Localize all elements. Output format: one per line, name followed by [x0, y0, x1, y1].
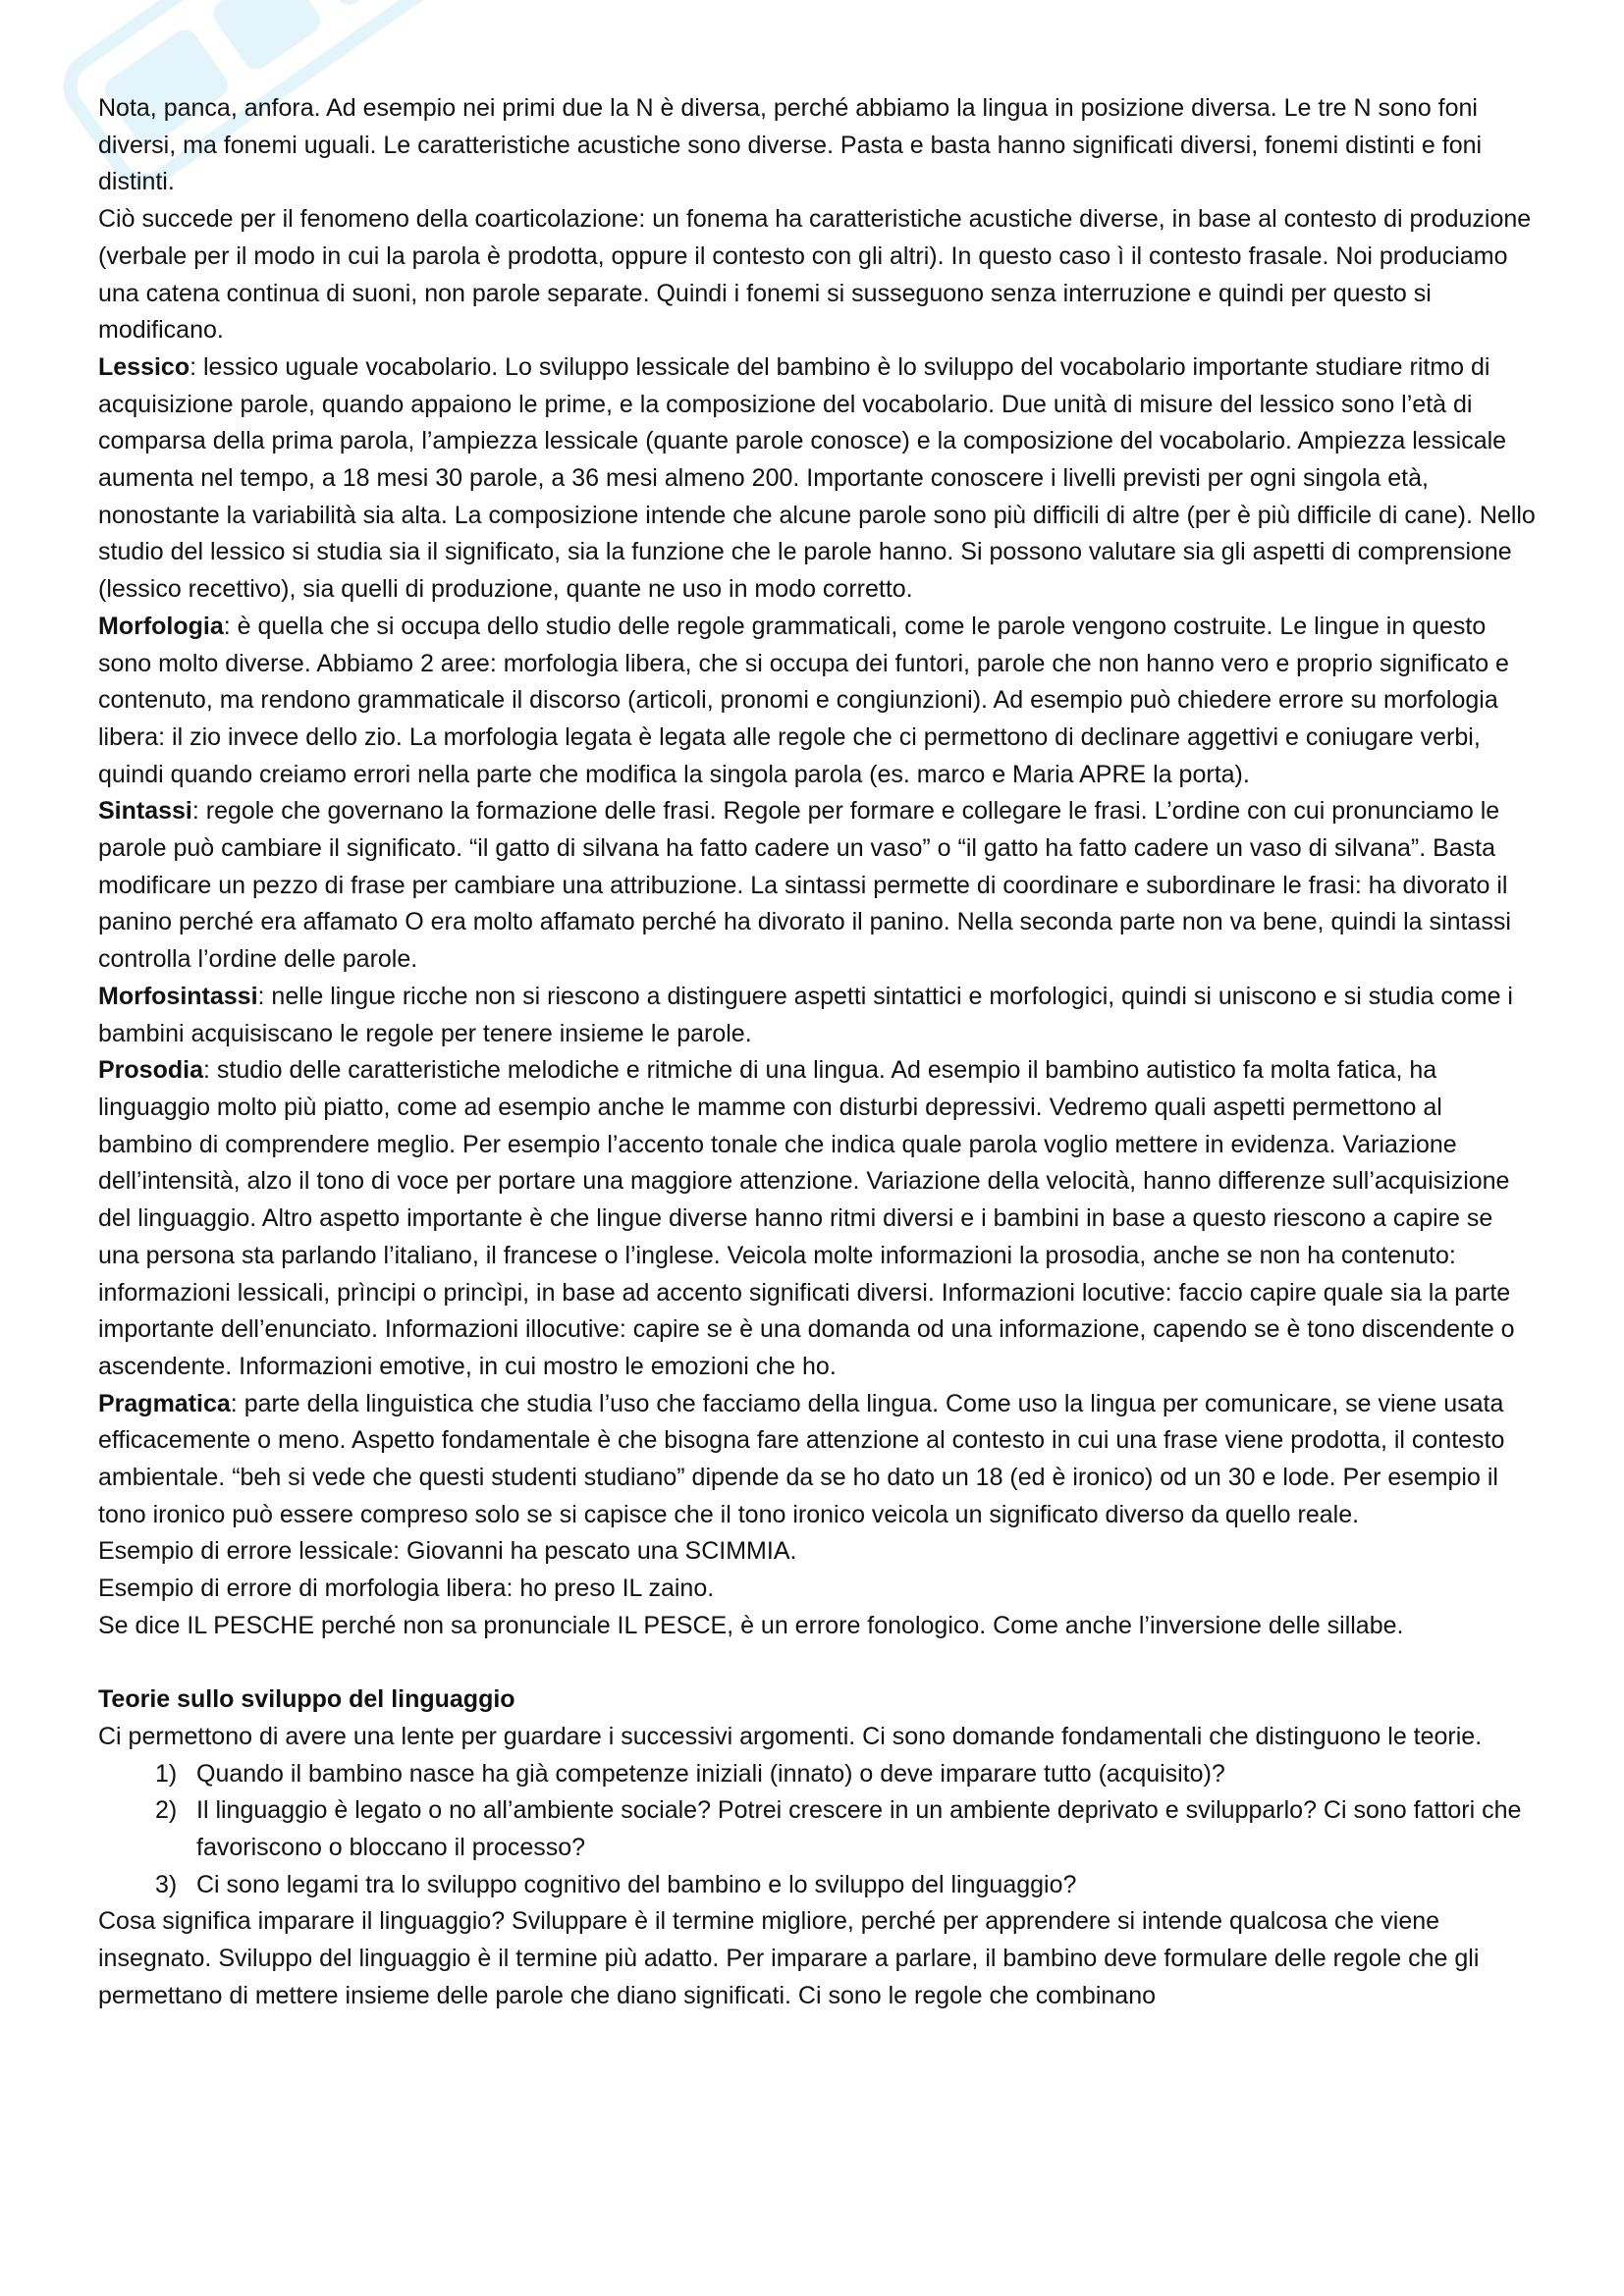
list-item-number: 3)	[155, 1870, 178, 1898]
paragraph-text: Se dice IL PESCHE perché non sa pronunciale IL PESCE, è un errore fonologico. Come anche l’inversione delle sillabe.	[98, 1611, 1404, 1639]
term-lessico: Lessico	[98, 352, 190, 381]
paragraph-text: : regole che governano la formazione delle frasi. Regole per formare e collegare le frasi. L’ordine con cui pronunciamo le parole può cambiare il significato. “il gatto di silvana ha fatto cadere un vaso” o “il gatto ha fatto cadere un vaso di silvana”. Basta modificare un pezzo di frase per cambiare una attribuzione. La sintassi permette di coordinare e subordinare le frasi: ha divorato il panino perché era affamato O era molto affamato perché ha divorato il panino. Nella seconda parte non va bene, quindi la sintassi controlla l’ordine delle parole.	[98, 797, 1511, 974]
paragraph-text: : nelle lingue ricche non si riescono a distinguere aspetti sintattici e morfologici, quindi si uniscono e si studia come i bambini acquisiscano le regole per tenere insieme le parole.	[98, 982, 1513, 1047]
list-item-text: Quando il bambino nasce ha già competenze iniziali (innato) o deve imparare tutto (acquisito)?	[196, 1759, 1225, 1788]
paragraph-example-fonologico	[98, 1608, 1540, 1645]
term-prosodia: Prosodia	[98, 1056, 203, 1085]
paragraph-text: : lessico uguale vocabolario. Lo sviluppo lessicale del bambino è lo sviluppo del vocabolario importante studiare ritmo di acquisizione parole, quando appaiono le prime, e la composizione del vocabolario. Due unità di misure del lessico sono l’età di comparsa della prima parola, l’ampiezza lessicale (quante parole conosce) e la composizione del vocabolario. Ampiezza lessicale aumenta nel tempo, a 18 mesi 30 parole, a 36 mesi almeno 200. Importante conoscere i livelli previsti per ogni singola età, nonostante la variabilità sia alta. La composizione intende che alcune parole sono più difficili di altre (per è più difficile di cane). Nello studio del lessico si studia sia il significato, sia la funzione che le parole hanno. Si possono valutare sia gli aspetti di comprensione (lessico recettivo), sia quelli di produzione, quante ne uso in modo corretto.	[98, 352, 1536, 604]
document-page	[98, 90, 1540, 2015]
paragraph-lessico	[98, 349, 1540, 609]
list-item-text: Ci sono legami tra lo sviluppo cognitivo del bambino e lo sviluppo del linguaggio?	[196, 1870, 1077, 1898]
section-heading: Teorie sullo sviluppo del linguaggio	[98, 1685, 515, 1714]
paragraph-morfosintassi	[98, 979, 1540, 1052]
list-item-text: Il linguaggio è legato o no all’ambiente sociale? Potrei crescere in un ambiente deprivato e svilupparlo? Ci sono fattori che favoriscono o bloccano il processo?	[196, 1796, 1522, 1862]
paragraph-morfologia	[98, 609, 1540, 794]
list-item-number: 2)	[155, 1796, 178, 1825]
list-item	[98, 1756, 1540, 1793]
paragraph-text: Esempio di errore lessicale: Giovanni ha pescato una SCIMMIA.	[98, 1537, 797, 1566]
paragraph-example-morfologia	[98, 1571, 1540, 1608]
paragraph-coarticolazione	[98, 201, 1540, 349]
paragraph-text: Ciò succede per il fenomeno della coarticolazione: un fonema ha caratteristiche acustiche diverse, in base al contesto di produzione (verbale per il modo in cui la parola è prodotta, oppure il contesto con gli altri). In questo caso ì il contesto frasale. Noi produciamo una catena continua di suoni, non parole separate. Quindi i fonemi si susseguono senza interruzione e quindi per questo si modificano.	[98, 205, 1532, 345]
paragraph-example-lessicale	[98, 1533, 1540, 1571]
section-spacer	[98, 1645, 1540, 1682]
paragraph-pragmatica	[98, 1386, 1540, 1534]
paragraph-text: : è quella che si occupa dello studio delle regole grammaticali, come le parole vengono costruite. Le lingue in questo sono molto diverse. Abbiamo 2 aree: morfologia libera, che si occupa dei funtori, parole che non hanno vero e proprio significato e contenuto, ma rendono grammaticale il discorso (articoli, pronomi e congiunzioni). Ad esempio può chiedere errore su morfologia libera: il zio invece dello zio. La morfologia legata è legata alle regole che ci permettono di declinare aggettivi e coniugare verbi, quindi quando creiamo errori nella parte che modifica la singola parola (es. marco e Maria APRE la porta).	[98, 612, 1509, 788]
list-item	[98, 1792, 1540, 1866]
list-item	[98, 1867, 1540, 1904]
section-closing: Cosa significa imparare il linguaggio? Sviluppare è il termine migliore, perché per apprendere si intende qualcosa che viene insegnato. Sviluppo del linguaggio è il termine più adatto. Per imparare a parlare, il bambino deve formulare delle regole che gli permettano di mettere insieme delle parole che diano significati. Ci sono le regole che combinano	[98, 1907, 1480, 2009]
list-item-number: 1)	[155, 1759, 178, 1788]
term-sintassi: Sintassi	[98, 797, 192, 826]
paragraph-sintassi	[98, 793, 1540, 979]
paragraph-text: : parte della linguistica che studia l’uso che facciamo della lingua. Come uso la lingua per comunicare, se viene usata efficacemente o meno. Aspetto fondamentale è che bisogna fare attenzione al contesto in cui una frase viene prodotta, il contesto ambientale. “beh si vede che questi studenti studiano” dipende da se ho dato un 18 (ed è ironico) od un 30 e lode. Per esempio il tono ironico può essere compreso solo se si capisce che il tono ironico veicola un significato diverso da quello reale.	[98, 1389, 1505, 1528]
questions-list	[98, 1756, 1540, 1904]
paragraph-text: : studio delle caratteristiche melodiche e ritmiche di una lingua. Ad esempio il bambino autistico fa molta fatica, ha linguaggio molto più piatto, come ad esempio anche le mamme con disturbi depressivi. Vedremo quali aspetti permettono al bambino di comprendere meglio. Per esempio l’accento tonale che indica quale parola voglio mettere in evidenza. Variazione dell’intensità, alzo il tono di voce per portare una maggiore attenzione. Variazione della velocità, hanno differenze sull’acquisizione del linguaggio. Altro aspetto importante è che lingue diverse hanno ritmi diversi e i bambini in base a questo riescono a capire se una persona sta parlando l’italiano, il francese o l’inglese. Veicola molte informazioni la prosodia, anche se non ha contenuto: informazioni lessicali, prìncipi o princìpi, in base ad accento significati diversi. Informazioni locutive: faccio capire quale sia la parte importante dell’enunciato. Informazioni illocutive: capire se è una domanda od una informazione, capendo se è tono discendente o ascendente. Informazioni emotive, in cui mostro le emozioni che ho.	[98, 1056, 1515, 1380]
paragraph-intro-1	[98, 90, 1540, 201]
paragraph-prosodia	[98, 1052, 1540, 1385]
section-intro: Ci permettono di avere una lente per guardare i successivi argomenti. Ci sono domande fondamentali che distinguono le teorie.	[98, 1722, 1483, 1750]
term-morfosintassi: Morfosintassi	[98, 982, 258, 1010]
term-pragmatica: Pragmatica	[98, 1389, 231, 1417]
paragraph-text: Esempio di errore di morfologia libera: ho preso IL zaino.	[98, 1575, 715, 1603]
paragraph-text: Nota, panca, anfora. Ad esempio nei primi due la N è diversa, perché abbiamo la lingua in posizione diversa. Le tre N sono foni diversi, ma fonemi uguali. Le caratteristiche acustiche sono diverse. Pasta e basta hanno significati diversi, fonemi distinti e foni distinti.	[98, 94, 1483, 196]
term-morfologia: Morfologia	[98, 612, 224, 640]
